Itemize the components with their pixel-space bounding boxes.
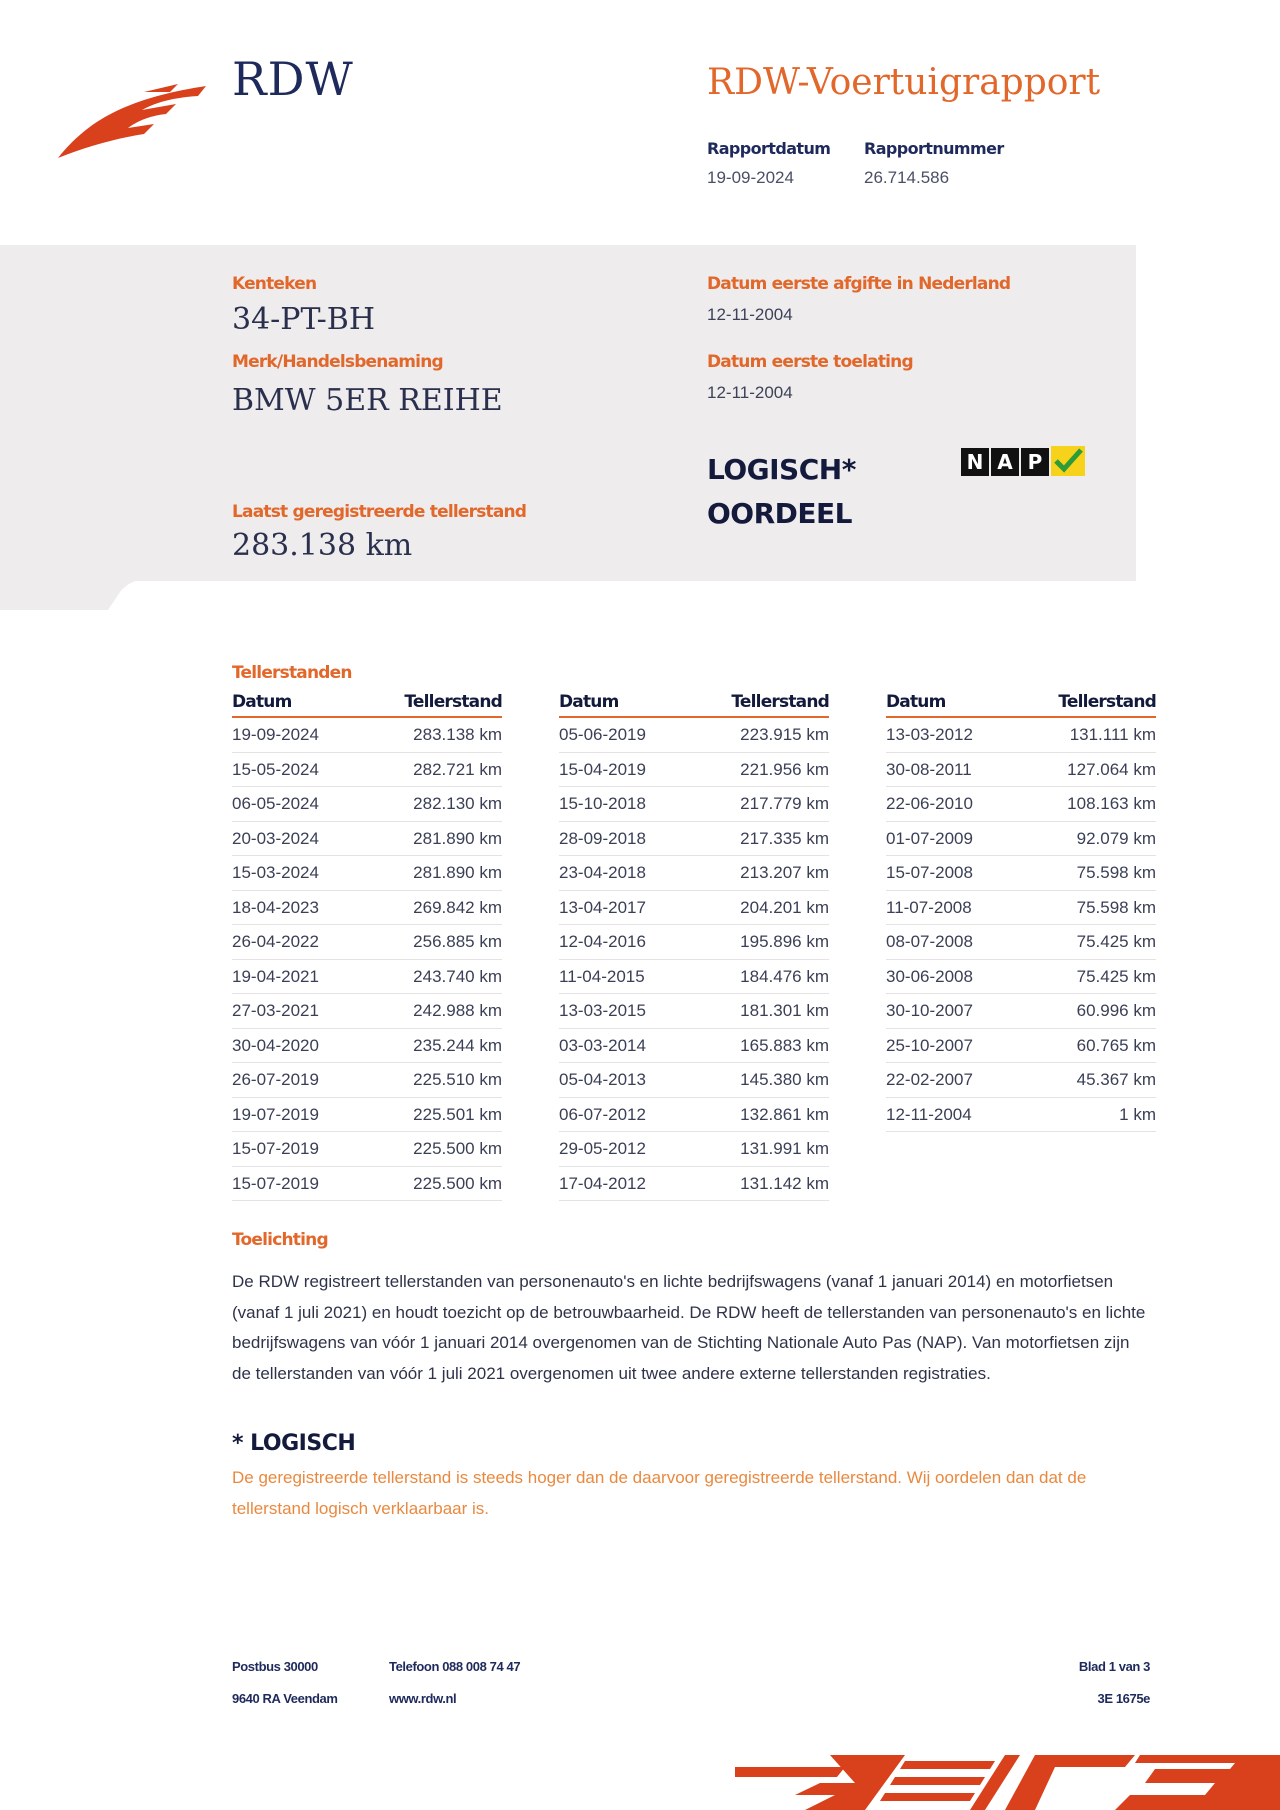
first-nl-date: 12-11-2004 xyxy=(707,305,793,324)
reading-date: 06-07-2012 xyxy=(559,1104,646,1124)
reading-date: 15-04-2019 xyxy=(559,759,646,779)
report-date: 19-09-2024 xyxy=(707,168,794,187)
logisch-text: De geregistreerde tellerstand is steeds hoger dan de daarvoor geregistreerde tellerstand. Wij oordelen dan dat de tellerstand logisch verklaarbaar is. xyxy=(232,1468,1087,1518)
footer-postbus: Postbus 30000 xyxy=(232,1659,318,1674)
table-row xyxy=(232,787,502,822)
reading-date: 15-10-2018 xyxy=(559,794,646,813)
footer-page-number: Blad 1 van 3 xyxy=(1078,1659,1150,1674)
brand-name: RDW xyxy=(232,52,354,106)
table-row xyxy=(559,960,829,995)
reading-value: 235.244 km xyxy=(413,1035,502,1055)
reading-date: 11-04-2015 xyxy=(559,966,645,986)
readings-header xyxy=(232,692,502,718)
reading-value: 225.510 km xyxy=(413,1070,502,1089)
table-row xyxy=(559,753,829,788)
reading-date: 05-04-2013 xyxy=(559,1070,646,1089)
reading-value: 165.883 km xyxy=(740,1035,829,1055)
reading-date: 19-04-2021 xyxy=(232,966,319,986)
nap-letter-n: N xyxy=(961,448,989,476)
reading-value: 213.207 km xyxy=(740,863,829,882)
table-row xyxy=(232,856,502,891)
report-number-label: Rapportnummer xyxy=(864,139,1004,158)
reading-value: 60.996 km xyxy=(1076,1001,1156,1020)
table-row xyxy=(886,753,1156,788)
table-row xyxy=(232,1132,502,1167)
table-row xyxy=(886,994,1156,1029)
first-admission-date: 12-11-2004 xyxy=(707,383,793,402)
reading-date: 13-03-2012 xyxy=(886,725,973,744)
reading-date: 13-04-2017 xyxy=(559,897,646,917)
reading-value: 75.425 km xyxy=(1076,932,1156,951)
table-row xyxy=(559,925,829,960)
reading-value: 145.380 km xyxy=(740,1070,829,1089)
reading-date: 12-04-2016 xyxy=(559,932,646,951)
reading-date: 15-03-2024 xyxy=(232,863,319,882)
explanation-text: De RDW registreert tellerstanden van personenauto's en lichte bedrijfswagens (vanaf 1 januari 2014) en motorfietsen (vanaf 1 juli 2021) en houdt toezicht op de betrouwbaarheid. De RDW heeft de tellerstanden van personenauto's en lichte bedrijfswagens van vóór 1 januari 2014 overgenomen van de Stichting Nationale Auto Pas (NAP). Van motorfietsen zijn de tellerstanden van vóór 1 juli 2021 overgenomen uit twee andere externe tellerstanden registraties. xyxy=(232,1272,1146,1383)
table-row xyxy=(559,1167,829,1202)
reading-value: 75.598 km xyxy=(1076,863,1156,882)
reading-value: 242.988 km xyxy=(413,1001,502,1020)
table-row xyxy=(559,1063,829,1098)
rdw-logo xyxy=(58,80,210,160)
reading-value: 195.896 km xyxy=(740,932,829,951)
reading-value: 204.201 km xyxy=(740,897,829,917)
table-row xyxy=(232,822,502,857)
reading-value: 225.501 km xyxy=(413,1104,502,1124)
table-row xyxy=(559,1098,829,1133)
reading-value: 281.890 km xyxy=(413,828,502,848)
table-row xyxy=(886,891,1156,926)
table-row xyxy=(886,1098,1156,1133)
reading-value: 282.721 km xyxy=(413,759,502,779)
footer-address: 9640 RA Veendam xyxy=(232,1691,338,1706)
table-row xyxy=(232,994,502,1029)
col-date-header: Datum xyxy=(886,692,946,712)
table-row xyxy=(886,1063,1156,1098)
reading-value: 108.163 km xyxy=(1067,794,1156,813)
license-plate: 34-PT-BH xyxy=(232,302,375,337)
table-row xyxy=(886,960,1156,995)
reading-date: 05-06-2019 xyxy=(559,725,646,744)
col-value-header: Tellerstand xyxy=(1058,692,1156,712)
panel-notch xyxy=(0,580,140,610)
table-row xyxy=(232,1098,502,1133)
reading-date: 28-09-2018 xyxy=(559,828,646,848)
reading-value: 131.142 km xyxy=(740,1173,829,1193)
report-number: 26.714.586 xyxy=(864,168,950,187)
readings-column-1 xyxy=(232,692,502,1201)
readings-header xyxy=(886,692,1156,718)
make-label: Merk/Handelsbenaming xyxy=(232,352,443,372)
reading-date: 23-04-2018 xyxy=(559,863,646,882)
reading-value: 225.500 km xyxy=(413,1173,502,1193)
col-date-header: Datum xyxy=(232,692,292,712)
table-row xyxy=(232,960,502,995)
reading-value: 60.765 km xyxy=(1076,1035,1156,1055)
odometer-value: 283.138 km xyxy=(232,528,413,563)
first-nl-label: Datum eerste afgifte in Nederland xyxy=(707,274,1011,294)
vehicle-make: BMW 5ER REIHE xyxy=(232,383,503,418)
reading-date: 15-07-2019 xyxy=(232,1173,319,1193)
reading-value: 243.740 km xyxy=(413,966,502,986)
checkmark-icon xyxy=(1051,446,1085,476)
reading-date: 30-08-2011 xyxy=(886,759,972,779)
table-row xyxy=(886,787,1156,822)
reading-date: 19-09-2024 xyxy=(232,725,319,744)
readings-title: Tellerstanden xyxy=(232,663,352,683)
reading-date: 11-07-2008 xyxy=(886,897,972,917)
table-row xyxy=(232,753,502,788)
reading-date: 15-07-2019 xyxy=(232,1139,319,1158)
col-date-header: Datum xyxy=(559,692,619,712)
readings-column-2 xyxy=(559,692,829,1201)
reading-value: 131.111 km xyxy=(1069,725,1156,744)
reading-value: 225.500 km xyxy=(413,1139,502,1158)
reading-value: 181.301 km xyxy=(740,1001,829,1020)
reading-date: 03-03-2014 xyxy=(559,1035,646,1055)
table-row xyxy=(232,1029,502,1064)
table-row xyxy=(232,1167,502,1202)
reading-value: 223.915 km xyxy=(740,725,829,744)
vehicle-summary-panel xyxy=(0,245,1136,581)
reading-date: 25-10-2007 xyxy=(886,1035,973,1055)
reading-value: 127.064 km xyxy=(1067,759,1156,779)
reading-date: 26-04-2022 xyxy=(232,932,319,951)
reading-date: 22-02-2007 xyxy=(886,1070,973,1089)
reading-date: 13-03-2015 xyxy=(559,1001,646,1020)
reading-value: 131.991 km xyxy=(740,1139,829,1158)
footer-stripes-graphic xyxy=(735,1755,1280,1810)
verdict xyxy=(707,448,856,536)
reading-value: 256.885 km xyxy=(413,932,502,951)
reading-date: 30-06-2008 xyxy=(886,966,973,986)
table-row xyxy=(559,994,829,1029)
reading-date: 06-05-2024 xyxy=(232,794,319,813)
table-row xyxy=(559,891,829,926)
odometer-label: Laatst geregistreerde tellerstand xyxy=(232,502,527,522)
reading-date: 30-10-2007 xyxy=(886,1001,973,1020)
reading-date: 15-07-2008 xyxy=(886,863,973,882)
table-row xyxy=(559,1132,829,1167)
verdict-label: OORDEEL xyxy=(707,497,853,530)
footer-code: 3E 1675e xyxy=(1097,1691,1150,1706)
table-row xyxy=(559,856,829,891)
table-row xyxy=(232,718,502,753)
explanation-title: Toelichting xyxy=(232,1230,328,1250)
logisch-title: * LOGISCH xyxy=(232,1431,356,1456)
table-row xyxy=(886,925,1156,960)
reading-date: 15-05-2024 xyxy=(232,759,319,779)
readings-column-3 xyxy=(886,692,1156,1132)
nap-logo xyxy=(961,446,1085,476)
table-row xyxy=(559,822,829,857)
table-row xyxy=(559,718,829,753)
footer-website: www.rdw.nl xyxy=(389,1691,457,1706)
table-row xyxy=(886,822,1156,857)
report-title: RDW-Voertuigrapport xyxy=(707,62,1101,103)
reading-value: 221.956 km xyxy=(740,759,829,779)
col-value-header: Tellerstand xyxy=(731,692,829,712)
table-row xyxy=(886,718,1156,753)
reading-date: 19-07-2019 xyxy=(232,1104,319,1124)
plate-label: Kenteken xyxy=(232,274,317,294)
reading-value: 282.130 km xyxy=(413,794,502,813)
reading-value: 75.598 km xyxy=(1076,897,1156,917)
first-admission-label: Datum eerste toelating xyxy=(707,352,913,372)
readings-header xyxy=(559,692,829,718)
reading-date: 22-06-2010 xyxy=(886,794,973,813)
reading-value: 132.861 km xyxy=(740,1104,829,1124)
reading-date: 29-05-2012 xyxy=(559,1139,646,1158)
reading-value: 184.476 km xyxy=(740,966,829,986)
reading-date: 30-04-2020 xyxy=(232,1035,319,1055)
reading-value: 1 km xyxy=(1119,1104,1156,1124)
table-row xyxy=(559,787,829,822)
table-row xyxy=(559,1029,829,1064)
footer-phone: Telefoon 088 008 74 47 xyxy=(389,1659,521,1674)
reading-date: 20-03-2024 xyxy=(232,828,319,848)
reading-value: 92.079 km xyxy=(1076,828,1156,848)
reading-value: 217.335 km xyxy=(740,828,829,848)
reading-date: 26-07-2019 xyxy=(232,1070,319,1089)
col-value-header: Tellerstand xyxy=(404,692,502,712)
nap-letter-p: P xyxy=(1021,448,1049,476)
nap-letter-a: A xyxy=(991,448,1019,476)
table-row xyxy=(886,856,1156,891)
reading-value: 45.367 km xyxy=(1076,1070,1156,1089)
verdict-result: LOGISCH* xyxy=(707,453,856,486)
reading-date: 01-07-2009 xyxy=(886,828,973,848)
table-row xyxy=(232,891,502,926)
table-row xyxy=(232,925,502,960)
reading-date: 12-11-2004 xyxy=(886,1104,972,1124)
reading-date: 27-03-2021 xyxy=(232,1001,319,1020)
reading-date: 08-07-2008 xyxy=(886,932,973,951)
reading-value: 281.890 km xyxy=(413,863,502,882)
table-row xyxy=(886,1029,1156,1064)
reading-date: 18-04-2023 xyxy=(232,897,319,917)
reading-date: 17-04-2012 xyxy=(559,1173,646,1193)
reading-value: 75.425 km xyxy=(1076,966,1156,986)
report-date-label: Rapportdatum xyxy=(707,139,831,158)
reading-value: 283.138 km xyxy=(413,725,502,744)
table-row xyxy=(232,1063,502,1098)
reading-value: 217.779 km xyxy=(740,794,829,813)
reading-value: 269.842 km xyxy=(413,897,502,917)
